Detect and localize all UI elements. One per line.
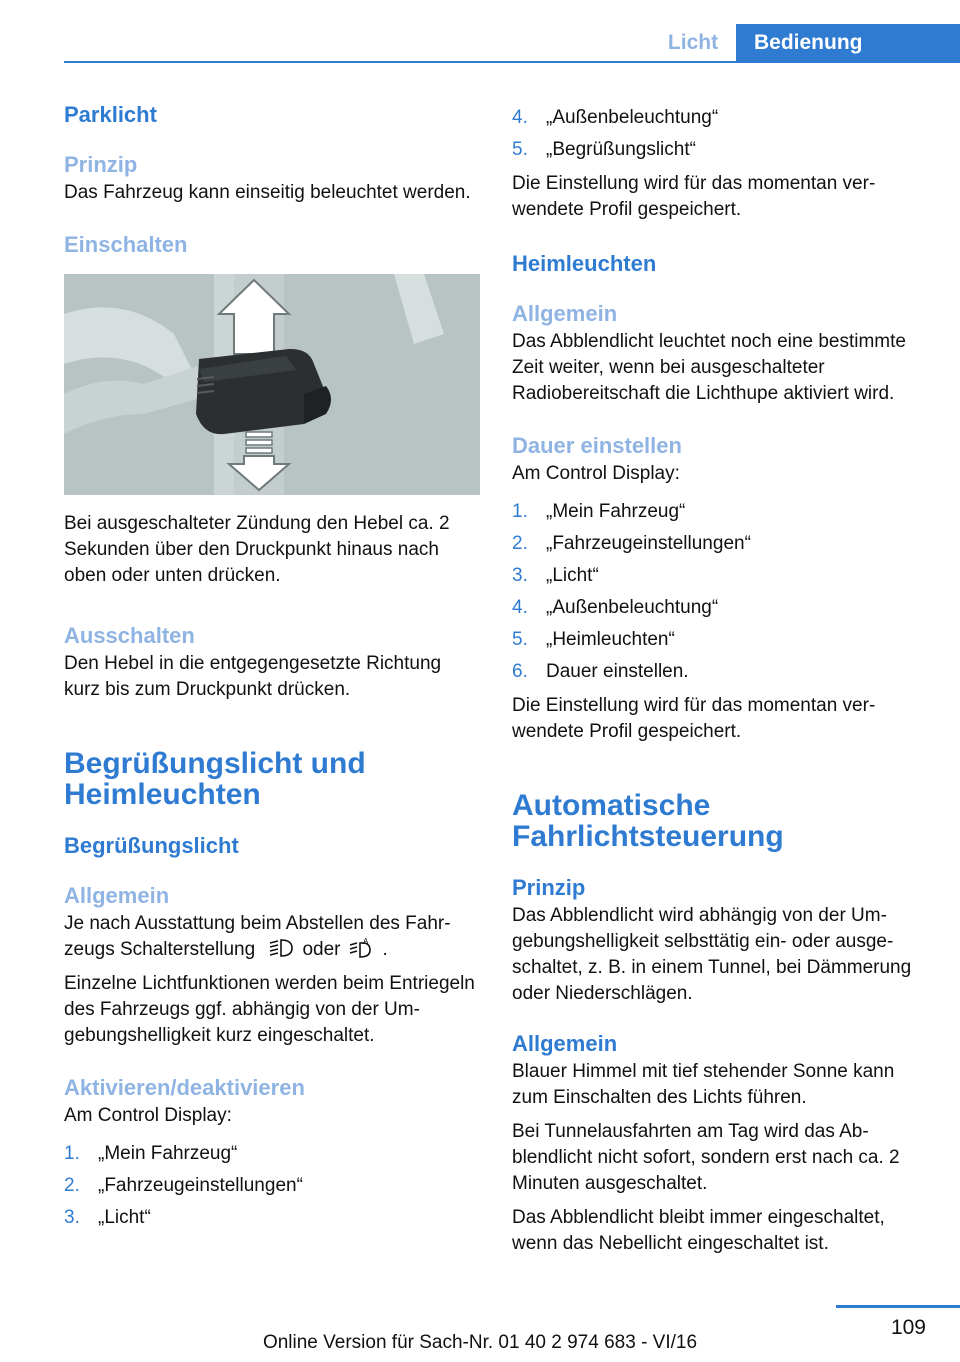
step-number: 5. — [512, 139, 528, 160]
text-dauer-control-display: Am Control Display: — [512, 463, 680, 484]
text-allgemein — [64, 911, 480, 963]
text-auto-allgemein-2: Bei Tunnelausfahrten am Tag wird das Abblendlicht nicht sofort, sondern erst nach ca. 2 Minuten ausgeschaltet. — [512, 1121, 900, 1194]
right-column — [512, 100, 932, 1257]
step-text: „Licht“ — [98, 1207, 151, 1228]
list-item — [64, 1173, 480, 1199]
heading-heim-allgemein: Allgemein — [512, 301, 618, 326]
list-item — [512, 659, 932, 685]
text-saved-2: Die Einstellung wird für das momentan verwendete Profil gespeichert. — [512, 695, 876, 742]
step-text: „Licht“ — [546, 565, 599, 586]
heading-parklicht: Parklicht — [64, 102, 157, 127]
step-text: „Begrüßungslicht“ — [546, 139, 696, 160]
text-saved: Die Einstellung wird für das momentan verwendete Profil gespeichert. — [512, 173, 876, 220]
lever-illustration-graphic — [64, 274, 480, 495]
header-rule — [64, 61, 960, 63]
heading-prinzip: Prinzip — [64, 152, 138, 177]
auto-light-icon — [348, 937, 374, 959]
heading-dauer: Dauer einstellen — [512, 433, 682, 458]
text-allgemein-or: oder — [302, 939, 341, 960]
list-item — [512, 595, 932, 621]
header-chapter-tab: Bedienung — [736, 24, 960, 62]
left-column — [64, 100, 480, 1231]
step-number: 5. — [512, 629, 528, 650]
list-item — [64, 1141, 480, 1167]
low-beam-icon — [268, 937, 294, 959]
lever-illustration — [64, 274, 480, 495]
step-number: 4. — [512, 107, 528, 128]
text-auto-allgemein-1: Blauer Himmel mit tief stehender Sonne kann zum Einschalten des Lichts führen. — [512, 1061, 895, 1108]
step-number: 3. — [512, 565, 528, 586]
heading-automatische-fahrlichtsteuerung: Automatische Fahrlichtsteuerung — [512, 789, 784, 853]
header-section-tab: Licht — [667, 31, 719, 54]
step-number: 1. — [512, 501, 528, 522]
step-text: „Heimleuchten“ — [546, 629, 675, 650]
heading-einschalten: Einschalten — [64, 232, 188, 257]
text-auto-prinzip: Das Abblendlicht wird abhängig von der Umgebungshelligkeit selbsttätig ein- oder ausgeschaltet, z. B. in einem Tunnel, bei Dämmerung oder Niederschlägen. — [512, 905, 912, 1004]
text-allgemein-end: . — [382, 939, 388, 960]
step-number: 1. — [64, 1143, 80, 1164]
step-text: „Mein Fahrzeug“ — [546, 501, 686, 522]
steps-list-dauer — [512, 499, 932, 685]
list-item — [64, 1205, 480, 1231]
text-allgemein-a: Je nach Ausstattung beim Abstellen des Fahrzeugs Schalterstellung — [64, 913, 451, 960]
footer-rule — [836, 1305, 960, 1308]
heading-begruessungslicht: Begrüßungslicht — [64, 833, 239, 858]
list-item — [512, 137, 932, 163]
text-allgemein-2: Einzelne Lichtfunktionen werden beim Entriegeln des Fahrzeugs ggf. abhängig von der Umgebungshelligkeit kurz eingeschaltet. — [64, 973, 475, 1046]
step-text: „Fahrzeugeinstellungen“ — [546, 533, 751, 554]
svg-text:A: A — [363, 937, 369, 946]
heading-allgemein: Allgemein — [64, 883, 170, 908]
heading-begruessungslicht-heimleuchten: Begrüßungslicht und Heimleuchten — [64, 747, 366, 811]
list-item — [512, 563, 932, 589]
step-text: Dauer einstellen. — [546, 661, 689, 682]
step-text: „Mein Fahrzeug“ — [98, 1143, 238, 1164]
list-item — [512, 531, 932, 557]
steps-list-continued — [512, 105, 932, 163]
text-auto-allgemein-3: Das Abblendlicht bleibt immer eingeschaltet, wenn das Nebellicht eingeschaltet ist. — [512, 1207, 885, 1254]
text-einschalten: Bei ausgeschalteter Zündung den Hebel ca. 2 Sekunden über den Druckpunkt hinaus nach oben oder unten drücken. — [64, 513, 450, 586]
step-text: „Fahrzeugeinstellungen“ — [98, 1175, 303, 1196]
footer-version-text: Online Version für Sach-Nr. 01 40 2 974 683 - VI/16 — [262, 1332, 698, 1353]
page-number: 109 — [890, 1316, 926, 1339]
heading-auto-prinzip: Prinzip — [512, 875, 586, 900]
step-number: 4. — [512, 597, 528, 618]
step-number: 3. — [64, 1207, 80, 1228]
step-number: 6. — [512, 661, 528, 682]
list-item — [512, 105, 932, 131]
steps-list-left — [64, 1141, 480, 1231]
list-item — [512, 627, 932, 653]
heading-aktivieren: Aktivieren/deaktivieren — [64, 1075, 305, 1100]
step-text: „Außenbeleuchtung“ — [546, 107, 719, 128]
step-number: 2. — [512, 533, 528, 554]
text-control-display: Am Control Display: — [64, 1105, 232, 1126]
heading-ausschalten: Ausschalten — [64, 623, 195, 648]
text-prinzip: Das Fahrzeug kann einseitig beleuchtet werden. — [64, 182, 471, 203]
list-item — [512, 499, 932, 525]
step-number: 2. — [64, 1175, 80, 1196]
text-ausschalten: Den Hebel in die entgegengesetzte Richtung kurz bis zum Druckpunkt drücken. — [64, 653, 442, 700]
heading-auto-allgemein: Allgemein — [512, 1031, 618, 1056]
step-text: „Außenbeleuchtung“ — [546, 597, 719, 618]
text-heim-allgemein: Das Abblendlicht leuchtet noch eine bestimmte Zeit weiter, wenn bei ausgeschalteter Radiobereitschaft die Lichthupe aktiviert wird. — [512, 331, 906, 404]
heading-heimleuchten: Heimleuchten — [512, 251, 657, 276]
